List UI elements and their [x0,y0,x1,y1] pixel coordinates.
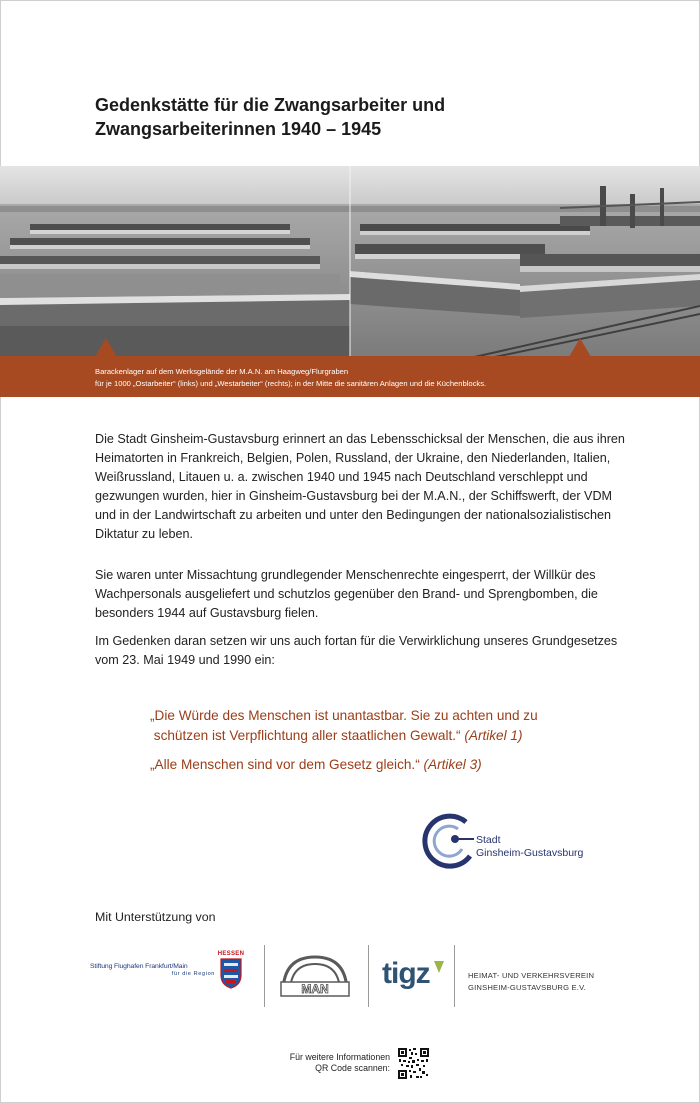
tigz-accent-icon [434,961,444,973]
sponsor-logos [90,945,650,1007]
flughafen-name: Stiftung Flughafen Frankfurt/Main [90,963,188,970]
paragraph-commitment: Im Gedenken daran setzen wir uns auch fortan für die Verwirklichung unseres Grundgesetzes vom 23. Mai 1949 und 1990 ein: [95,634,618,667]
photo-caption [95,366,655,389]
qr-code-icon[interactable] [397,1047,430,1080]
caption-line-1: Barackenlager auf dem Werksgelände der M.A.N. am Haagweg/Flurgraben [95,367,349,376]
quote-1-line-1: „Die Würde des Menschen ist unantastbar. Sie zu achten und zu [150,708,538,723]
hessen-label: HESSEN [217,951,245,957]
caption-notch-right [569,338,591,357]
quote-2-text: „Alle Menschen sind vor dem Gesetz gleich.“ [150,757,420,772]
tigz-logo: tigz [382,957,430,990]
quote-2-reference: (Artikel 3) [423,757,482,772]
hessen-logo [217,951,245,994]
city-name [476,834,583,860]
support-heading: Mit Unterstützung von [95,910,216,924]
man-logo [278,953,352,1004]
caption-line-2: für je 1000 „Ostarbeiter“ (links) und „Westarbeiter“ (rechts); in der Mitte die sanitären Anlagen und die Küchenblocks. [95,378,487,388]
sponsor-divider-1 [264,945,265,1007]
quote-article-3 [150,755,630,775]
title-line-2: Zwangsarbeiterinnen 1940 – 1945 [95,119,382,139]
barracks-photo-illustration [0,166,700,358]
man-logo-icon [278,953,352,999]
quote-1-reference: (Artikel 1) [464,728,523,743]
heimatverein-logo [468,970,594,994]
caption-notch-left [95,338,117,357]
qr-line-2: QR Code scannen: [315,1063,390,1073]
hessen-crest-icon [217,957,245,989]
paragraph-intro: Die Stadt Ginsheim-Gustavsburg erinnert an das Lebensschicksal der Menschen, die aus ihren Heimatorten in Frankreich, Belgien, Polen, Russland, der Ukraine, den Niederlanden, Italien, Weißrussland, Litauen u. a. zwischen 1940 und 1945 nach Deutschland verschleppt und gezwungen wurden, hier in Ginsheim-Gustavsburg bei der M.A.N., der Schiffswerft, der VDM und in der Landwirtschaft zu arbeiten und unter den Bedingungen der nationalsozialistischen Diktatur zu leben. [95,432,625,541]
sponsor-divider-2 [368,945,369,1007]
heimatverein-line-2: GINSHEIM-GUSTAVSBURG E.V. [468,983,586,992]
quote-1-line-2 [150,726,630,746]
city-name-line-2: Ginsheim-Gustavsburg [476,847,584,859]
qr-line-1: Für weitere Informationen [289,1052,390,1062]
man-text: MAN [301,982,329,996]
paragraph-conditions: Sie waren unter Missachtung grundlegender Menschenrechte eingesperrt, der Willkür des Wachpersonals ausgeliefert und schutzlos gegenüber den Brand- und Sprengbomben, die besonders 1944 auf Gustavsburg fielen. [95,568,598,620]
quote-article-1 [150,706,630,746]
city-name-line-1: Stadt [476,834,501,846]
flughafen-subtitle: für die Region [171,971,215,977]
title-line-1: Gedenkstätte für die Zwangsarbeiter und [95,95,446,115]
flughafen-foundation-logo [90,963,215,977]
page-title [95,93,615,141]
quote-1-text: schützen ist Verpflichtung aller staatlichen Gewalt.“ [153,728,461,743]
qr-instructions [243,1052,390,1074]
sponsor-divider-3 [454,945,455,1007]
heimatverein-line-1: HEIMAT- UND VERKEHRSVEREIN [468,971,595,980]
barracks-photo [0,166,700,358]
